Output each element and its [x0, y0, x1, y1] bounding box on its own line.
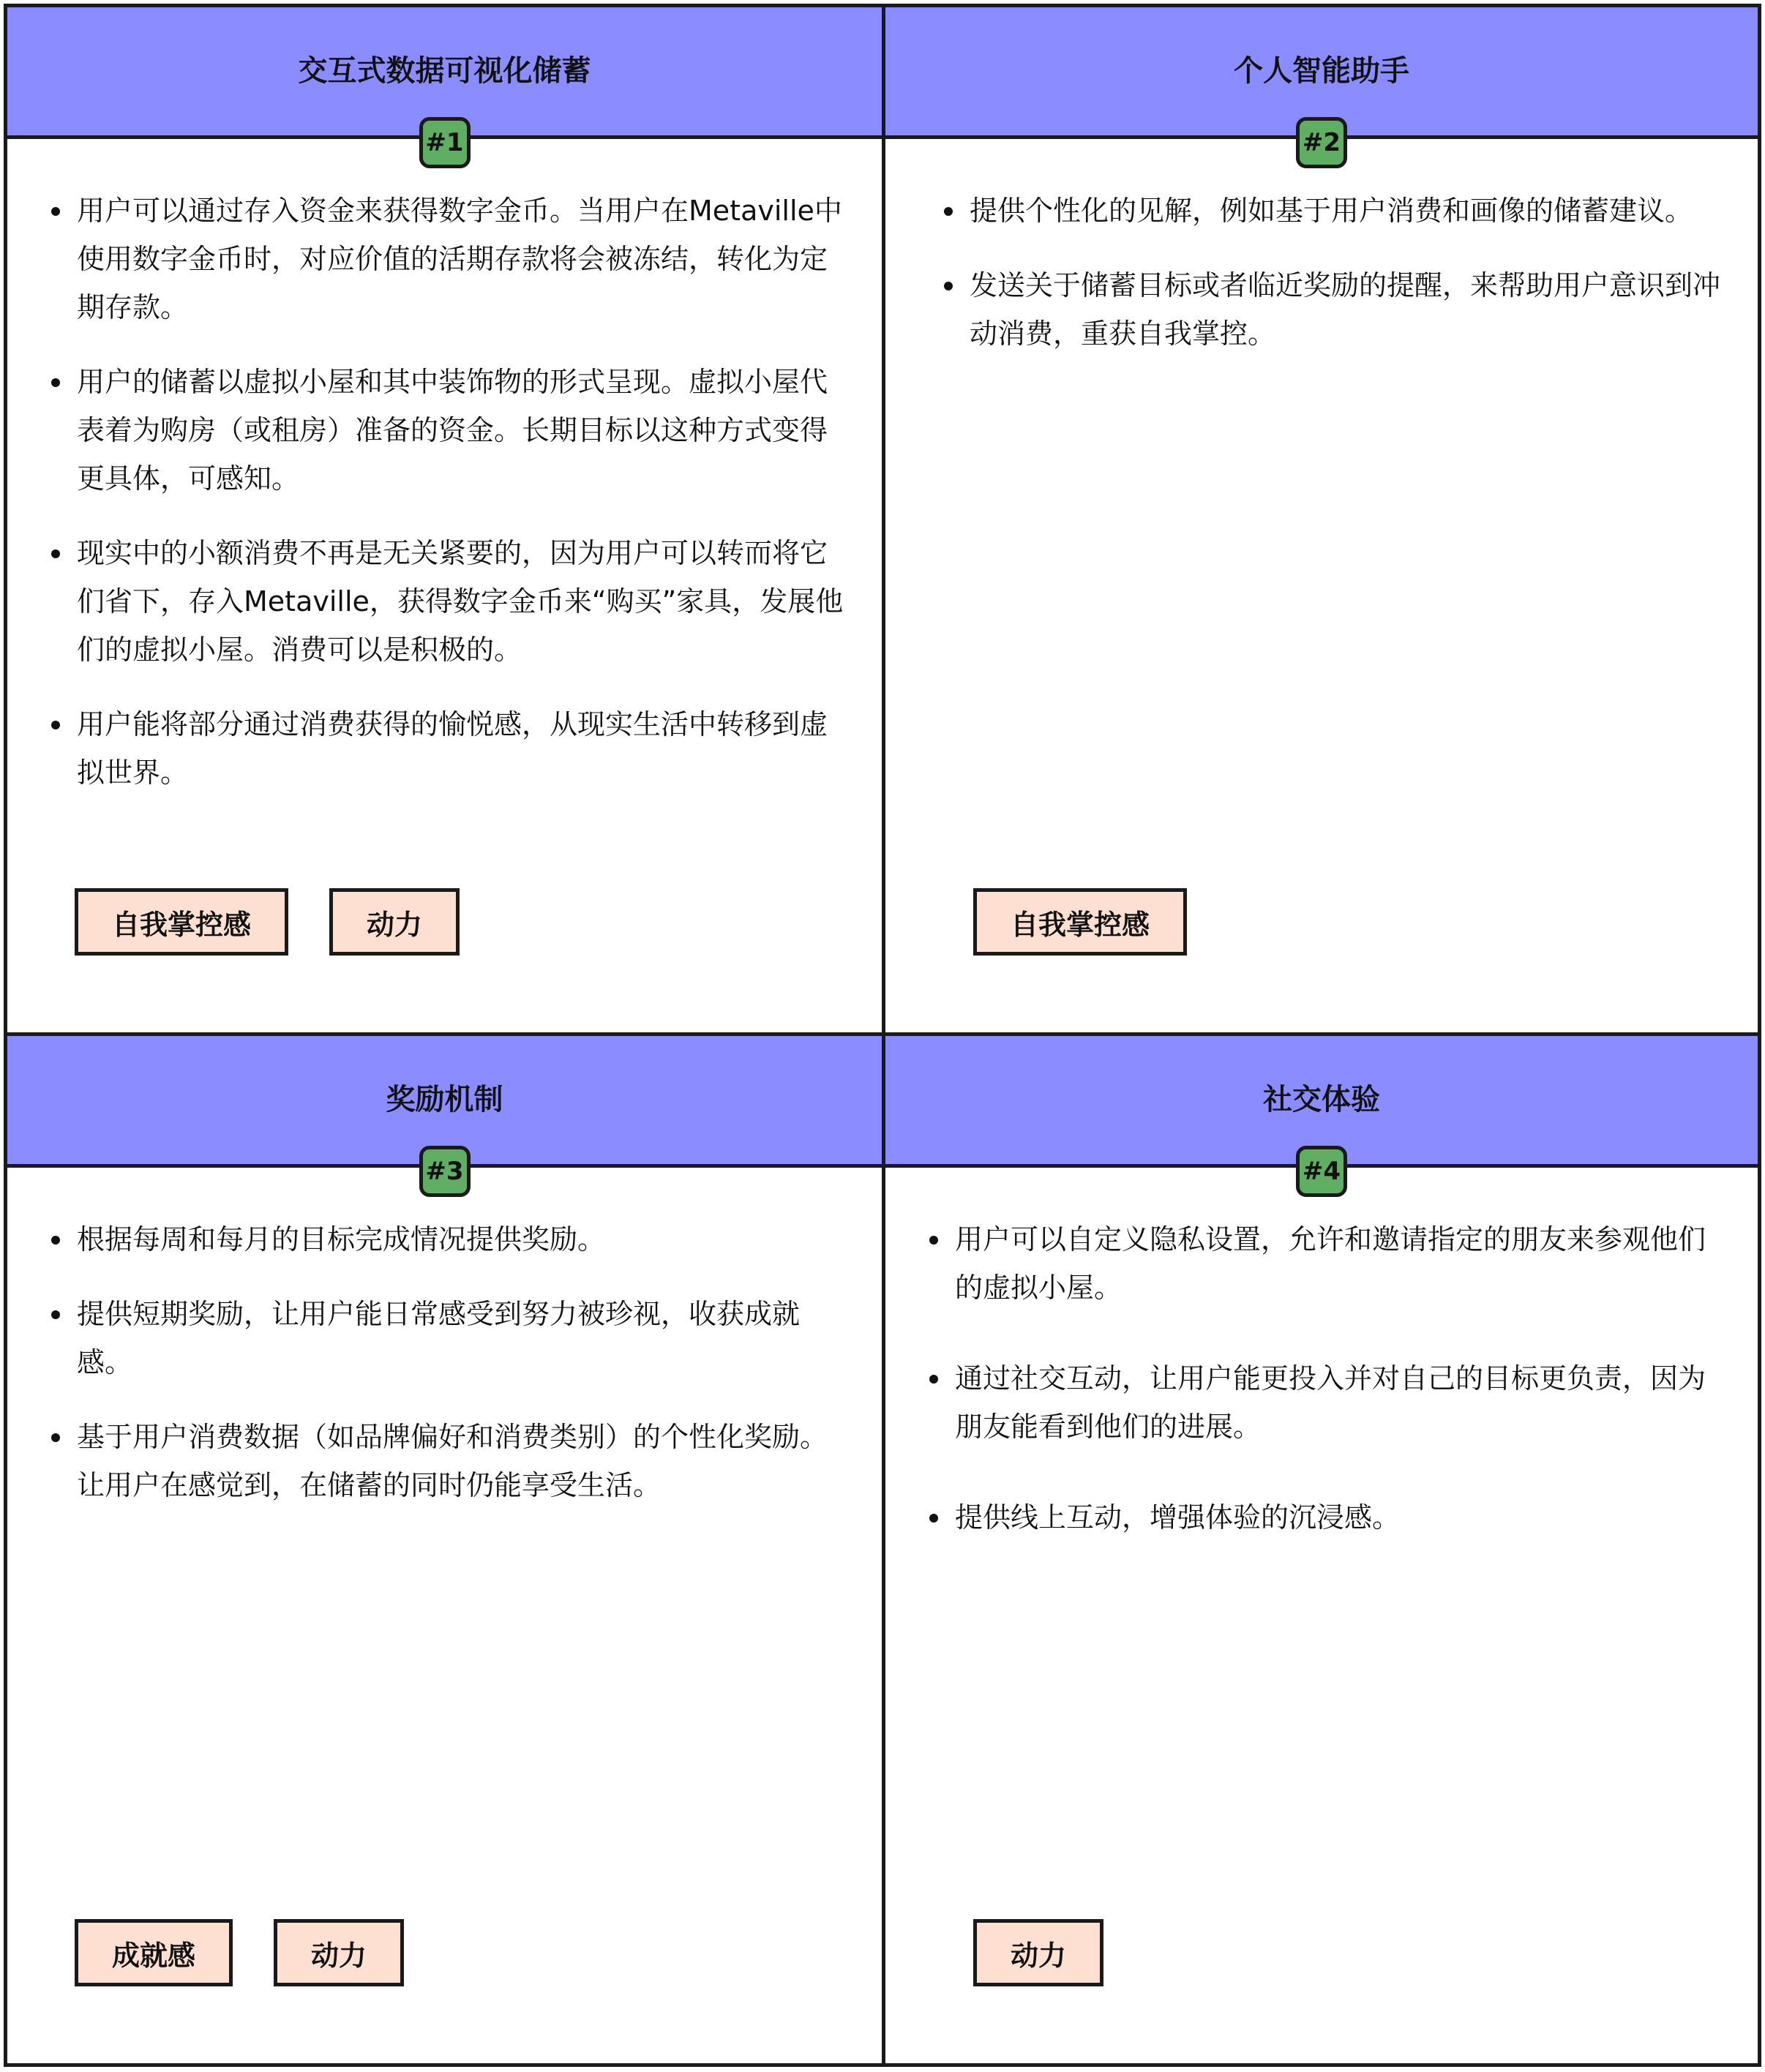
- card-number-badge: #1: [419, 117, 471, 168]
- card-title: 奖励机制: [386, 1083, 503, 1116]
- feature-card-1: [7, 7, 885, 1036]
- bullet-item: 提供个性化的见解，例如基于用户消费和画像的储蓄建议。: [970, 187, 1728, 235]
- card-title: 交互式数据可视化储蓄: [298, 54, 591, 88]
- card-number-badge: #2: [1296, 117, 1347, 168]
- bullet-item: 提供短期奖励，让用户能日常感受到努力被珍视，收获成就感。: [77, 1290, 852, 1386]
- bullet-item: 基于用户消费数据（如品牌偏好和消费类别）的个性化奖励。让用户在感觉到，在储蓄的同时仍能享受生活。: [77, 1413, 852, 1509]
- bullet-item: 发送关于储蓄目标或者临近奖励的提醒，来帮助用户意识到冲动消费，重获自我掌控。: [970, 261, 1728, 358]
- card-body: [7, 1215, 882, 1536]
- tag-motivation: 动力: [329, 888, 460, 956]
- tag-motivation: 动力: [973, 1919, 1103, 1986]
- card-number-badge: #4: [1296, 1146, 1347, 1197]
- bullet-item: 现实中的小额消费不再是无关紧要的，因为用户可以转而将它们省下，存入Metaville，获得数字金币来“购买”家具，发展他们的虚拟小屋。消费可以是积极的。: [77, 529, 852, 674]
- card-number-badge: #3: [419, 1146, 471, 1197]
- bullet-item: 用户能将部分通过消费获得的愉悦感，从现实生活中转移到虚拟世界。: [77, 700, 852, 797]
- bullet-item: 用户的储蓄以虚拟小屋和其中装饰物的形式呈现。虚拟小屋代表着为购房（或租房）准备的资金。长期目标以这种方式变得更具体，可感知。: [77, 358, 852, 503]
- bullet-list: [7, 187, 882, 797]
- bullet-item: 用户可以自定义隐私设置，允许和邀请指定的朋友来参观他们的虚拟小屋。: [955, 1215, 1728, 1312]
- feature-card-2: [885, 7, 1758, 1036]
- tag-self-control: 自我掌控感: [973, 888, 1187, 956]
- bullet-list: [885, 1215, 1758, 1542]
- card-body: [885, 187, 1758, 384]
- tag-group: [973, 888, 1187, 956]
- card-body: [7, 187, 882, 823]
- card-body: [885, 1215, 1758, 1584]
- tag-group: [75, 1919, 404, 1986]
- feature-board: [4, 4, 1761, 2067]
- feature-card-4: [885, 1036, 1758, 2063]
- tag-self-control: 自我掌控感: [75, 888, 288, 956]
- bullet-item: 提供线上互动，增强体验的沉浸感。: [955, 1493, 1728, 1542]
- bullet-list: [885, 187, 1758, 358]
- bullet-item: 用户可以通过存入资金来获得数字金币。当用户在Metaville中使用数字金币时，对应价值的活期存款将会被冻结，转化为定期存款。: [77, 187, 852, 331]
- tag-group: [973, 1919, 1103, 1986]
- card-title: 社交体验: [1263, 1083, 1380, 1116]
- bullet-list: [7, 1215, 882, 1509]
- card-title: 个人智能助手: [1234, 54, 1409, 88]
- tag-motivation: 动力: [274, 1919, 404, 1986]
- feature-card-3: [7, 1036, 885, 2063]
- tag-group: [75, 888, 460, 956]
- bullet-item: 根据每周和每月的目标完成情况提供奖励。: [77, 1215, 852, 1264]
- tag-achievement: 成就感: [75, 1919, 233, 1986]
- bullet-item: 通过社交互动，让用户能更投入并对自己的目标更负责，因为朋友能看到他们的进展。: [955, 1354, 1728, 1451]
